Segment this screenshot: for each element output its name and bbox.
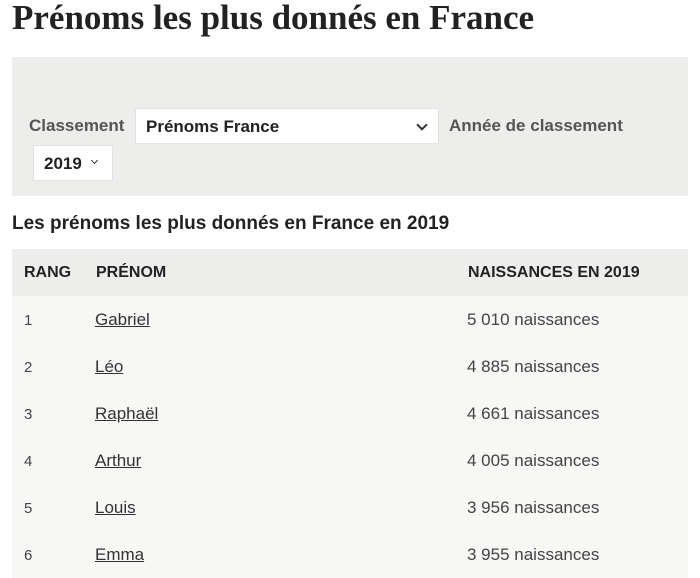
- annee-label: Année de classement: [449, 116, 623, 135]
- column-header-naissances: NAISSANCES EN 2019: [468, 264, 640, 281]
- table-row: [12, 296, 688, 343]
- rank-cell: 5: [24, 500, 33, 517]
- table-row: [12, 531, 688, 578]
- column-header-rang: RANG: [24, 264, 72, 281]
- births-cell: 4 661 naissances: [467, 404, 600, 423]
- annee-select-value: 2019: [44, 154, 82, 173]
- table-row: [12, 484, 688, 531]
- chevron-down-icon: [91, 157, 98, 164]
- rank-cell: 2: [24, 359, 33, 376]
- rank-cell: 4: [24, 453, 33, 470]
- births-cell: 3 956 naissances: [467, 498, 600, 517]
- births-cell: 4 005 naissances: [467, 451, 600, 470]
- rank-cell: 6: [24, 547, 33, 564]
- chevron-down-icon: [416, 119, 427, 130]
- prenom-link[interactable]: Arthur: [95, 451, 142, 470]
- column-header-prenom: PRÉNOM: [96, 264, 167, 281]
- ranking-table: [12, 249, 688, 578]
- rank-cell: 1: [24, 312, 33, 329]
- page-title: Prénoms les plus donnés en France: [12, 0, 535, 37]
- ranking-heading: Les prénoms les plus donnés en France en 2019: [12, 213, 450, 234]
- classement-select[interactable]: [135, 108, 439, 144]
- births-cell: 5 010 naissances: [467, 310, 600, 329]
- table-body: [12, 296, 688, 578]
- table-row: [12, 343, 688, 390]
- prenom-link[interactable]: Léo: [95, 357, 124, 376]
- table-row: [12, 437, 688, 484]
- filter-panel: [12, 57, 688, 196]
- annee-select[interactable]: [33, 145, 113, 181]
- rank-cell: 3: [24, 406, 33, 423]
- table-header: [12, 249, 688, 296]
- classement-label: Classement: [29, 116, 125, 135]
- table-row: [12, 390, 688, 437]
- prenom-link[interactable]: Emma: [95, 545, 145, 564]
- births-cell: 3 955 naissances: [467, 545, 600, 564]
- prenom-link[interactable]: Louis: [95, 498, 136, 517]
- births-cell: 4 885 naissances: [467, 357, 600, 376]
- prenom-link[interactable]: Raphaël: [95, 404, 159, 423]
- classement-select-value: Prénoms France: [146, 117, 280, 136]
- prenom-link[interactable]: Gabriel: [95, 310, 150, 329]
